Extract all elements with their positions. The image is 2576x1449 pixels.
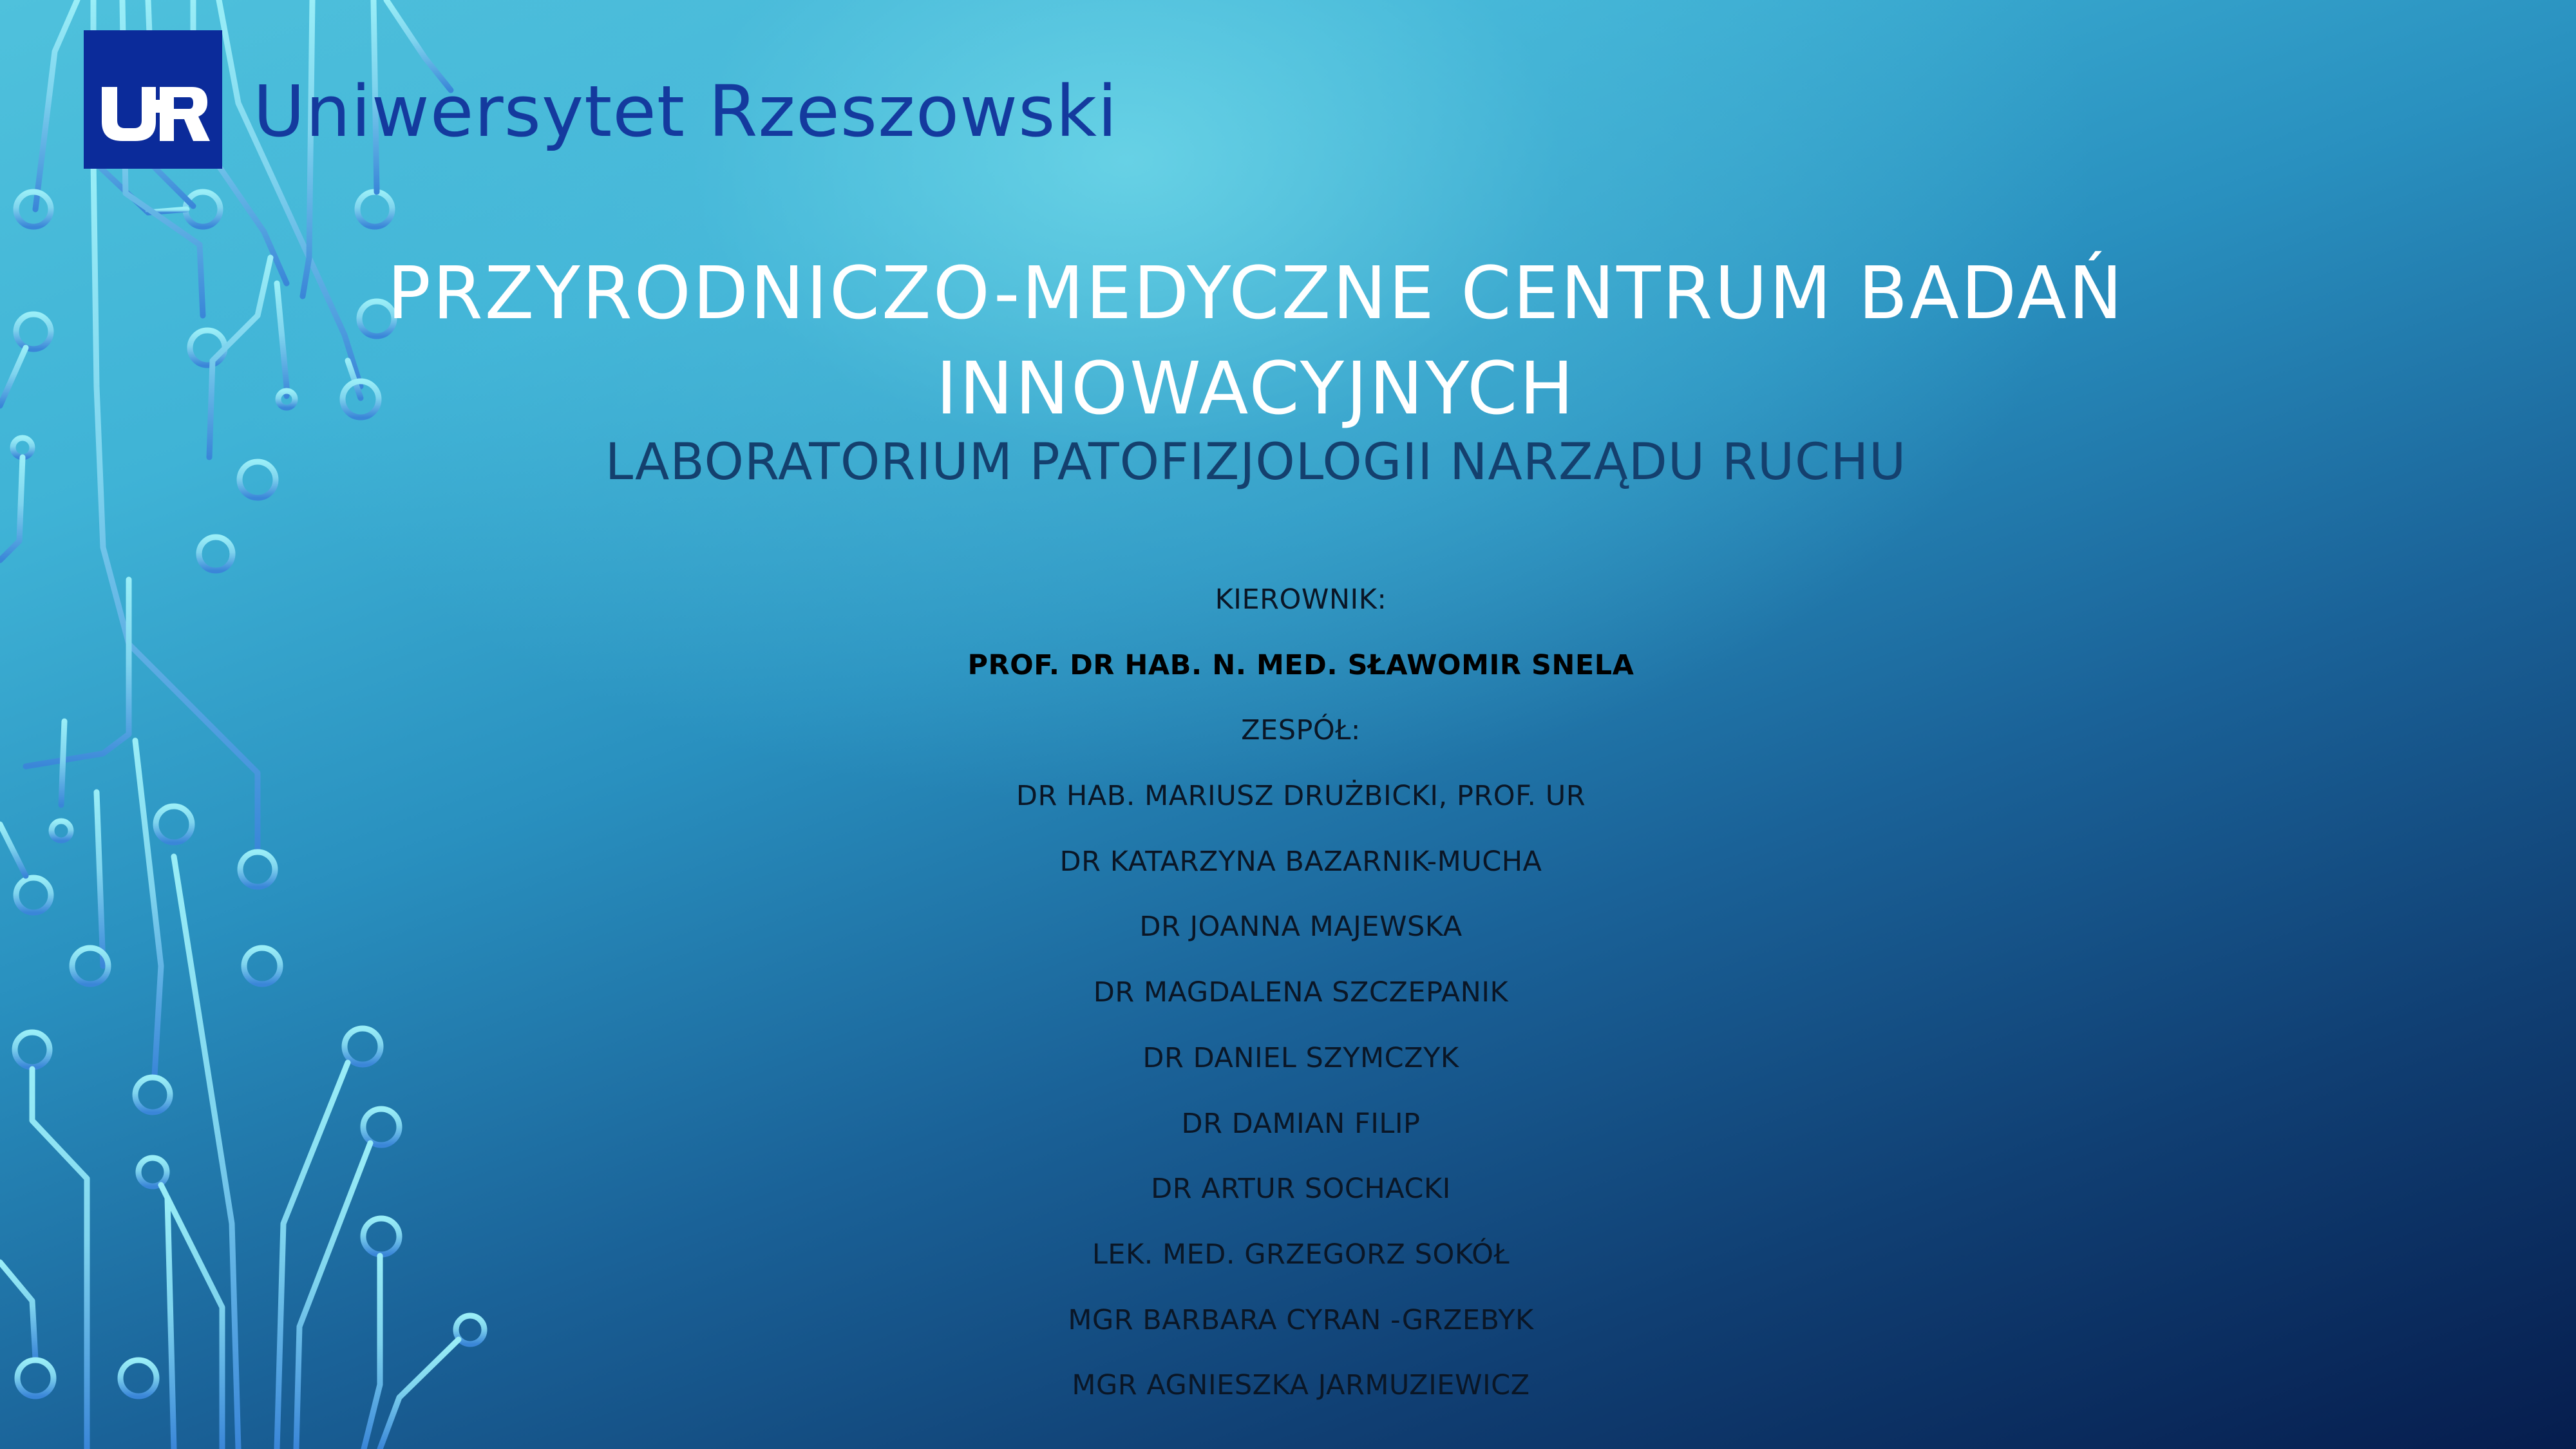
team-label: ZESPÓŁ:: [1241, 714, 1361, 747]
university-name: Uniwersytet Rzeszowski: [253, 70, 1118, 153]
slide-subtitle: LABORATORIUM PATOFIZJOLOGII NARZĄDU RUCHU: [605, 433, 1907, 491]
team-member: DR DANIEL SZYMCZYK: [1142, 1041, 1459, 1074]
team-member: DR MAGDALENA SZCZEPANIK: [1093, 976, 1509, 1009]
team-member: DR JOANNA MAJEWSKA: [1139, 911, 1463, 943]
team-member: DR DAMIAN FILIP: [1181, 1107, 1421, 1140]
team-member: MGR BARBARA CYRAN -GRZEBYK: [1068, 1303, 1534, 1336]
team-member: LEK. MED. GRZEGORZ SOKÓŁ: [1092, 1238, 1510, 1271]
team-member: DR HAB. MARIUSZ DRUŻBICKI, PROF. UR: [1016, 780, 1586, 813]
team-member: DR ARTUR SOCHACKI: [1151, 1173, 1451, 1206]
circuit-decoration: [0, 0, 502, 1449]
team-member: DR KATARZYNA BAZARNIK-MUCHA: [1059, 845, 1542, 878]
head-label: KIEROWNIK:: [1215, 583, 1387, 616]
university-logo: [84, 30, 222, 169]
head-name: PROF. DR HAB. N. MED. SŁAWOMIR SNELA: [967, 649, 1634, 681]
team-list: [914, 576, 1687, 1428]
team-member: MGR AGNIESZKA JARMUZIEWICZ: [1072, 1369, 1530, 1402]
slide-title: PRZYRODNICZO-MEDYCZNE CENTRUM BADAŃ INNOWACYJNYCH: [387, 252, 2125, 431]
